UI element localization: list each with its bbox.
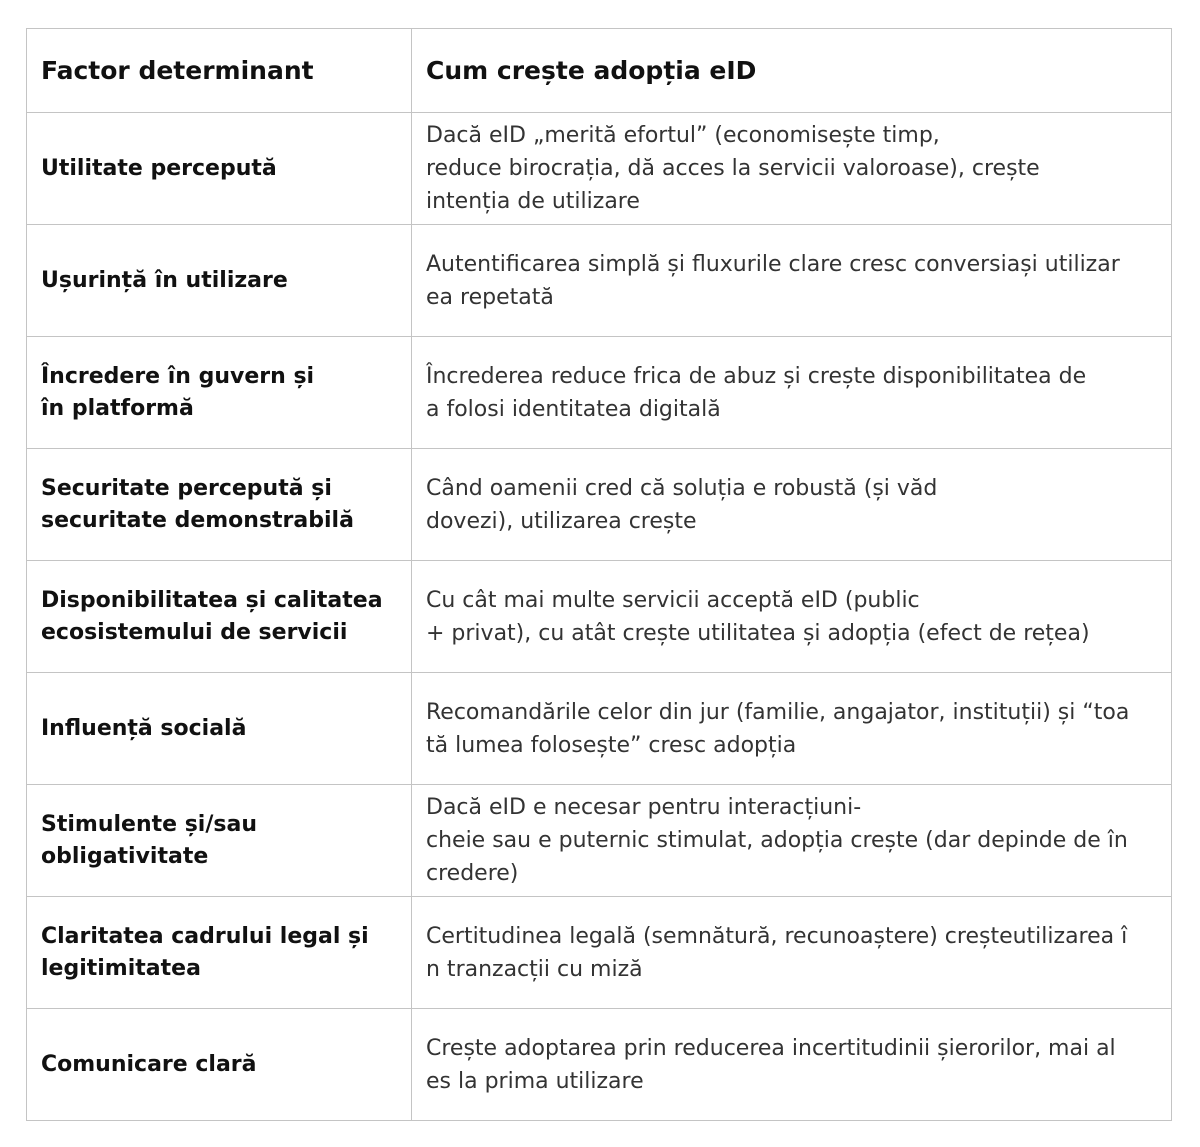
effect-text: Recomandările celor din jur (familie, angajator, instituții) și “toa (426, 699, 1130, 725)
factor-text: securitate demonstrabilă (41, 507, 354, 533)
effect-text: es la prima utilizare (426, 1068, 644, 1094)
effect-text: Încrederea reduce frica de abuz și crește disponibilitatea de (426, 363, 1087, 389)
effect-text: intenția de utilizare (426, 189, 640, 214)
header-factor: Factor determinant (27, 29, 412, 113)
table-header-row (27, 29, 1172, 113)
effect-text: tă lumea folosește” cresc adopția (426, 732, 797, 758)
table-row (27, 449, 1172, 561)
factor-cell (27, 337, 412, 449)
effect-text: Crește adoptarea prin reducerea incertitudinii șierorilor, mai al (426, 1035, 1116, 1061)
effect-text: credere) (426, 861, 519, 886)
eid-adoption-factors-table (26, 28, 1172, 1121)
effect-text: Dacă eID „merită efortul” (economisește timp, (426, 123, 940, 148)
effect-cell (412, 561, 1172, 673)
effect-text: cheie sau e puternic stimulat, adopția crește (dar depinde de în (426, 828, 1128, 853)
effect-text: n tranzacții cu miză (426, 956, 643, 982)
factor-text: Utilitate percepută (41, 155, 277, 181)
effect-cell (412, 1009, 1172, 1121)
table-row (27, 225, 1172, 337)
factor-text: Ușurință în utilizare (41, 267, 288, 293)
table-row (27, 337, 1172, 449)
factor-cell (27, 225, 412, 337)
factor-text: legitimitatea (41, 955, 201, 981)
effect-text: a folosi identitatea digitală (426, 396, 721, 422)
effect-cell (412, 225, 1172, 337)
factor-cell (27, 785, 412, 897)
factor-cell (27, 113, 412, 225)
factor-text: Disponibilitatea și calitatea (41, 587, 383, 613)
factor-text: Claritatea cadrului legal și (41, 923, 369, 949)
factor-text: Comunicare clară (41, 1051, 257, 1077)
table-row (27, 561, 1172, 673)
header-effect: Cum crește adopția eID (412, 29, 1172, 113)
factor-cell (27, 673, 412, 785)
factor-cell (27, 897, 412, 1009)
effect-cell (412, 449, 1172, 561)
effect-text: Când oamenii cred că soluția e robustă (și văd (426, 475, 938, 501)
effect-text: reduce birocrația, dă acces la servicii valoroase), crește (426, 156, 1040, 181)
effect-text: ea repetată (426, 284, 554, 310)
factor-text: Influență socială (41, 715, 247, 741)
table-row (27, 1009, 1172, 1121)
factor-text: Stimulente și/sau (41, 811, 257, 837)
effect-cell (412, 673, 1172, 785)
effect-text: Cu cât mai multe servicii acceptă eID (public (426, 587, 920, 613)
factor-text: în platformă (41, 395, 194, 421)
factor-cell (27, 1009, 412, 1121)
factor-text: obligativitate (41, 843, 209, 869)
factor-cell (27, 449, 412, 561)
factor-text: ecosistemului de servicii (41, 619, 348, 645)
factor-cell (27, 561, 412, 673)
effect-cell (412, 897, 1172, 1009)
table-row (27, 113, 1172, 225)
effect-cell (412, 337, 1172, 449)
effect-text: + privat), cu atât crește utilitatea și adopția (efect de rețea) (426, 620, 1090, 646)
factor-text: Securitate percepută și (41, 475, 332, 501)
table-row (27, 785, 1172, 897)
effect-text: Dacă eID e necesar pentru interacțiuni- (426, 795, 862, 820)
factor-text: Încredere în guvern și (41, 363, 315, 389)
table-row (27, 673, 1172, 785)
table-row (27, 897, 1172, 1009)
effect-text: Autentificarea simplă și fluxurile clare cresc conversiași utilizar (426, 251, 1120, 277)
effect-cell (412, 785, 1172, 897)
effect-cell (412, 113, 1172, 225)
effect-text: Certitudinea legală (semnătură, recunoaștere) creșteutilizarea î (426, 923, 1128, 949)
effect-text: dovezi), utilizarea crește (426, 508, 697, 534)
